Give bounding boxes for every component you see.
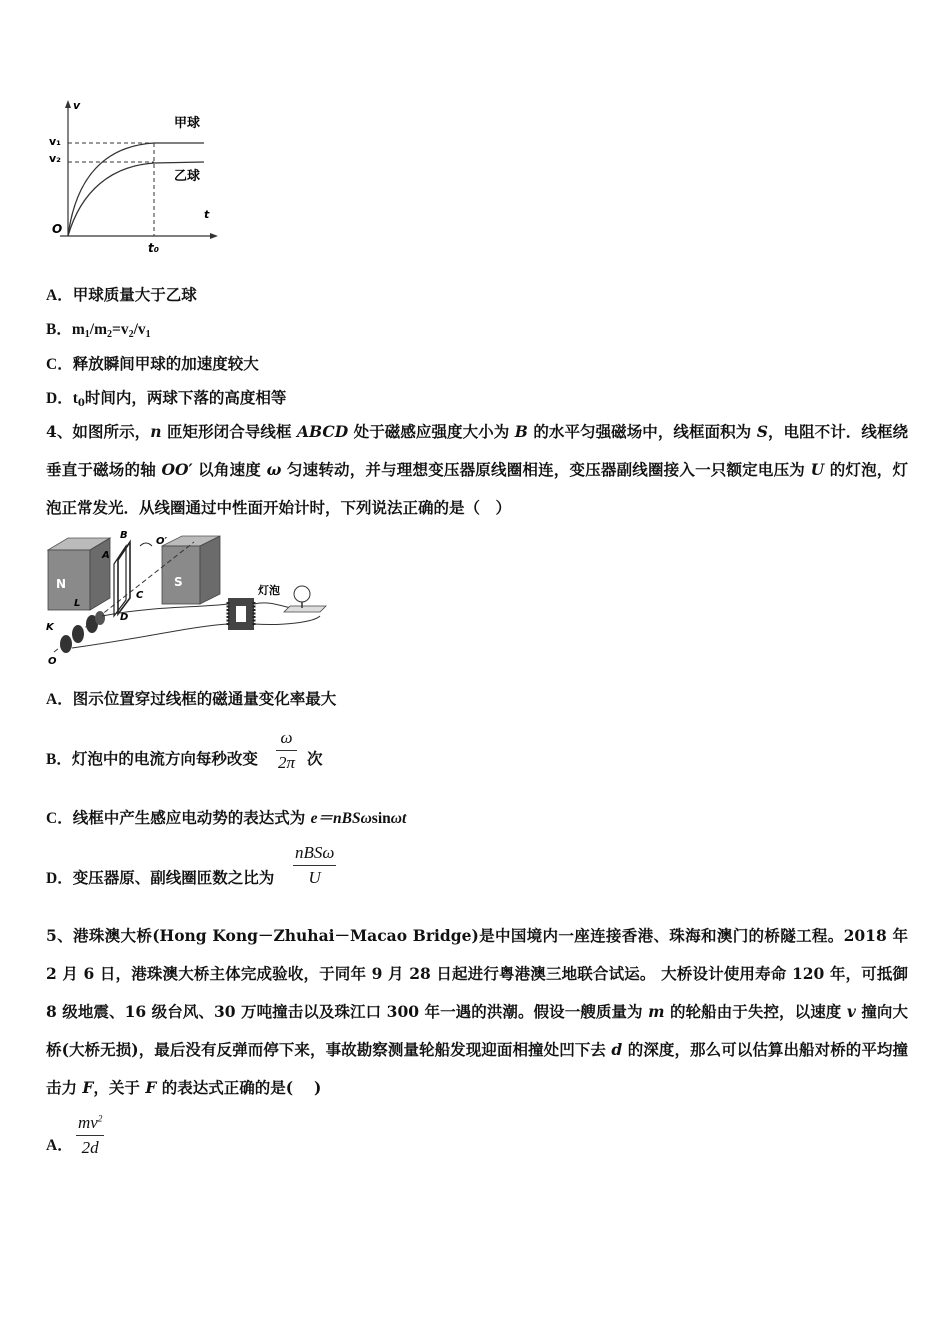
option-label: A． bbox=[46, 691, 73, 708]
fraction-bar bbox=[293, 865, 336, 866]
label-c: C bbox=[136, 590, 144, 601]
fraction-nbsw-u bbox=[293, 842, 336, 889]
q4-option-a[interactable] bbox=[46, 689, 336, 710]
text: 的表达式正确的是( ) bbox=[156, 1078, 322, 1097]
text: 的深度，那么可以估算出船对桥的平均撞击力 bbox=[46, 1040, 908, 1097]
omega-t: ωt bbox=[390, 810, 407, 827]
curve-jia bbox=[68, 143, 204, 236]
var-m: m bbox=[648, 1002, 665, 1021]
bulb-base bbox=[284, 606, 326, 612]
sub-3: 2 bbox=[128, 329, 134, 340]
brush-1 bbox=[95, 611, 105, 625]
magnet-n-side bbox=[90, 538, 110, 610]
transformer-window bbox=[236, 606, 246, 622]
var-f: F bbox=[145, 1078, 157, 1097]
var-u: U bbox=[810, 460, 825, 479]
slash-v1: /v bbox=[133, 321, 146, 338]
exponent: 2 bbox=[97, 1113, 103, 1124]
var-v: v bbox=[846, 1002, 856, 1021]
q3-option-d[interactable] bbox=[46, 388, 286, 409]
rotation-arrow bbox=[140, 543, 152, 546]
sin: sin bbox=[371, 810, 391, 827]
label-o: O bbox=[48, 656, 57, 667]
option-text: 时间内，两球下落的高度相等 bbox=[84, 388, 287, 407]
emf-formula: e＝nBSω bbox=[310, 810, 372, 827]
label-k: K bbox=[46, 622, 54, 633]
q5-stem bbox=[46, 917, 908, 1107]
brush-2 bbox=[60, 635, 72, 653]
label-d: D bbox=[120, 612, 129, 623]
t0-label: t₀ bbox=[148, 241, 159, 255]
numerator bbox=[76, 1112, 104, 1134]
q4-option-b-after bbox=[307, 749, 323, 769]
text: 匀速转动，并与理想变压器原线圈相连，变压器副线圈接入一只额定电压为 bbox=[281, 460, 811, 479]
slash-m2: /m bbox=[89, 321, 107, 338]
y-axis-label: v bbox=[73, 99, 81, 112]
numerator: nBSω bbox=[295, 843, 335, 862]
var-d: d bbox=[611, 1040, 623, 1059]
q4-number: 4、如图所示， bbox=[46, 422, 151, 441]
q4-option-c[interactable] bbox=[46, 808, 406, 829]
text: 撞向大桥(大桥无损)，最后没有反弹而停下来，事故勘察测量轮船发现迎面相撞处凹下去 bbox=[46, 1002, 908, 1059]
option-text: 甲球质量大于乙球 bbox=[72, 285, 197, 304]
text: 的水平匀强磁场中，线框面积为 bbox=[527, 422, 757, 441]
magnet-s-side bbox=[200, 536, 220, 604]
label-s: S bbox=[174, 575, 183, 589]
text: 处于磁感应强度大小为 bbox=[348, 422, 515, 441]
var-s: S bbox=[756, 422, 768, 441]
option-label: A． bbox=[46, 287, 73, 304]
option-label: D． bbox=[46, 870, 73, 887]
v2-label: v₂ bbox=[49, 152, 61, 165]
y-axis-arrow bbox=[65, 100, 71, 108]
q5-option-a[interactable] bbox=[46, 1135, 73, 1156]
text: ，关于 bbox=[93, 1078, 146, 1097]
label-n: N bbox=[56, 577, 67, 591]
generator-figure bbox=[44, 528, 334, 670]
fraction-bar bbox=[276, 750, 297, 751]
text: 匝矩形闭合导线框 bbox=[161, 422, 297, 441]
numerator: ω bbox=[280, 728, 293, 747]
numerator-mv: mv bbox=[78, 1113, 98, 1132]
slip-ring-2 bbox=[72, 625, 84, 643]
option-label: B． bbox=[46, 751, 72, 768]
label-o-prime: O′ bbox=[156, 536, 168, 547]
wire-4 bbox=[254, 616, 320, 625]
q3-option-b[interactable] bbox=[46, 320, 151, 340]
var-n: n bbox=[150, 422, 162, 441]
bulb-glass bbox=[294, 586, 310, 602]
time-t: t bbox=[72, 390, 78, 407]
magnet-n bbox=[48, 550, 90, 610]
option-label: B． bbox=[46, 321, 72, 338]
var-omega: ω bbox=[266, 460, 282, 479]
sub-4: 1 bbox=[145, 329, 151, 340]
label-l: L bbox=[74, 598, 81, 609]
option-label: C． bbox=[46, 356, 73, 373]
option-text: 线框中产生感应电动势的表达式为 bbox=[72, 808, 311, 827]
v1-label: v₁ bbox=[49, 135, 61, 148]
label-a: A bbox=[102, 550, 110, 561]
origin-label: O bbox=[52, 222, 63, 236]
fraction-omega-2pi bbox=[276, 727, 297, 774]
option-text-after: 次 bbox=[307, 749, 323, 768]
option-label: D． bbox=[46, 390, 73, 407]
option-label: A． bbox=[46, 1137, 73, 1154]
curve-jia-label: 甲球 bbox=[174, 116, 201, 131]
x-axis-arrow bbox=[210, 233, 218, 239]
text: 以角速度 bbox=[192, 460, 267, 479]
q3-option-a[interactable] bbox=[46, 285, 197, 306]
label-b: B bbox=[120, 530, 128, 541]
fraction-mv2-2d bbox=[76, 1112, 104, 1159]
sub-0: 0 bbox=[77, 398, 85, 409]
denominator: 2d bbox=[81, 1138, 99, 1157]
option-text: 图示位置穿过线框的磁通量变化率最大 bbox=[72, 689, 337, 708]
denominator: U bbox=[308, 868, 321, 887]
x-axis-label: t bbox=[204, 208, 210, 221]
text: 的灯泡，灯泡正常发光．从线圈通过中性面开始计时，下列说法正确的是（ ） bbox=[46, 460, 908, 517]
q4-stem bbox=[46, 413, 908, 527]
var-abcd: ABCD bbox=[296, 422, 349, 441]
label-bulb: 灯泡 bbox=[258, 584, 280, 597]
sub-1: 1 bbox=[84, 329, 90, 340]
option-text: 灯泡中的电流方向每秒改变 bbox=[71, 749, 258, 768]
option-label: C． bbox=[46, 810, 73, 827]
sub-2: 2 bbox=[106, 329, 112, 340]
q4-option-b[interactable] bbox=[46, 749, 258, 770]
var-f: F bbox=[82, 1078, 94, 1097]
q4-option-d[interactable] bbox=[46, 868, 274, 889]
text: ，电阻不计．线框绕垂直于磁场的轴 bbox=[46, 422, 909, 479]
denominator: 2π bbox=[278, 753, 296, 772]
var-oo: OO′ bbox=[161, 460, 193, 479]
fraction-bar bbox=[76, 1135, 104, 1136]
eq-v2: =v bbox=[111, 321, 129, 338]
velocity-time-graph bbox=[46, 96, 226, 256]
text: 的轮船由于失控，以速度 bbox=[664, 1002, 847, 1021]
option-text: 变压器原、副线圈匝数之比为 bbox=[72, 868, 275, 887]
var-b: B bbox=[514, 422, 528, 441]
q3-option-c[interactable] bbox=[46, 354, 259, 375]
curve-yi-label: 乙球 bbox=[174, 169, 201, 184]
option-text: 释放瞬间甲球的加速度较大 bbox=[72, 354, 259, 373]
text: 5、港珠澳大桥(Hong Kong－Zhuhai－Macao Bridge)是中国境内一座连接香港、珠海和澳门的桥隧工程。2018 年 2 月 6 日，港珠澳大桥主体完成验收，于同年 9 月 28 日起进行粤港澳三地联合试运。 大桥设计使用寿命 120 年，可抵御 8 级地震、16 级台风、30 万吨撞击以及珠江口 300 年一遇的洪潮。假设一艘质量为 bbox=[46, 926, 908, 1021]
mass-m1: m bbox=[71, 321, 85, 338]
